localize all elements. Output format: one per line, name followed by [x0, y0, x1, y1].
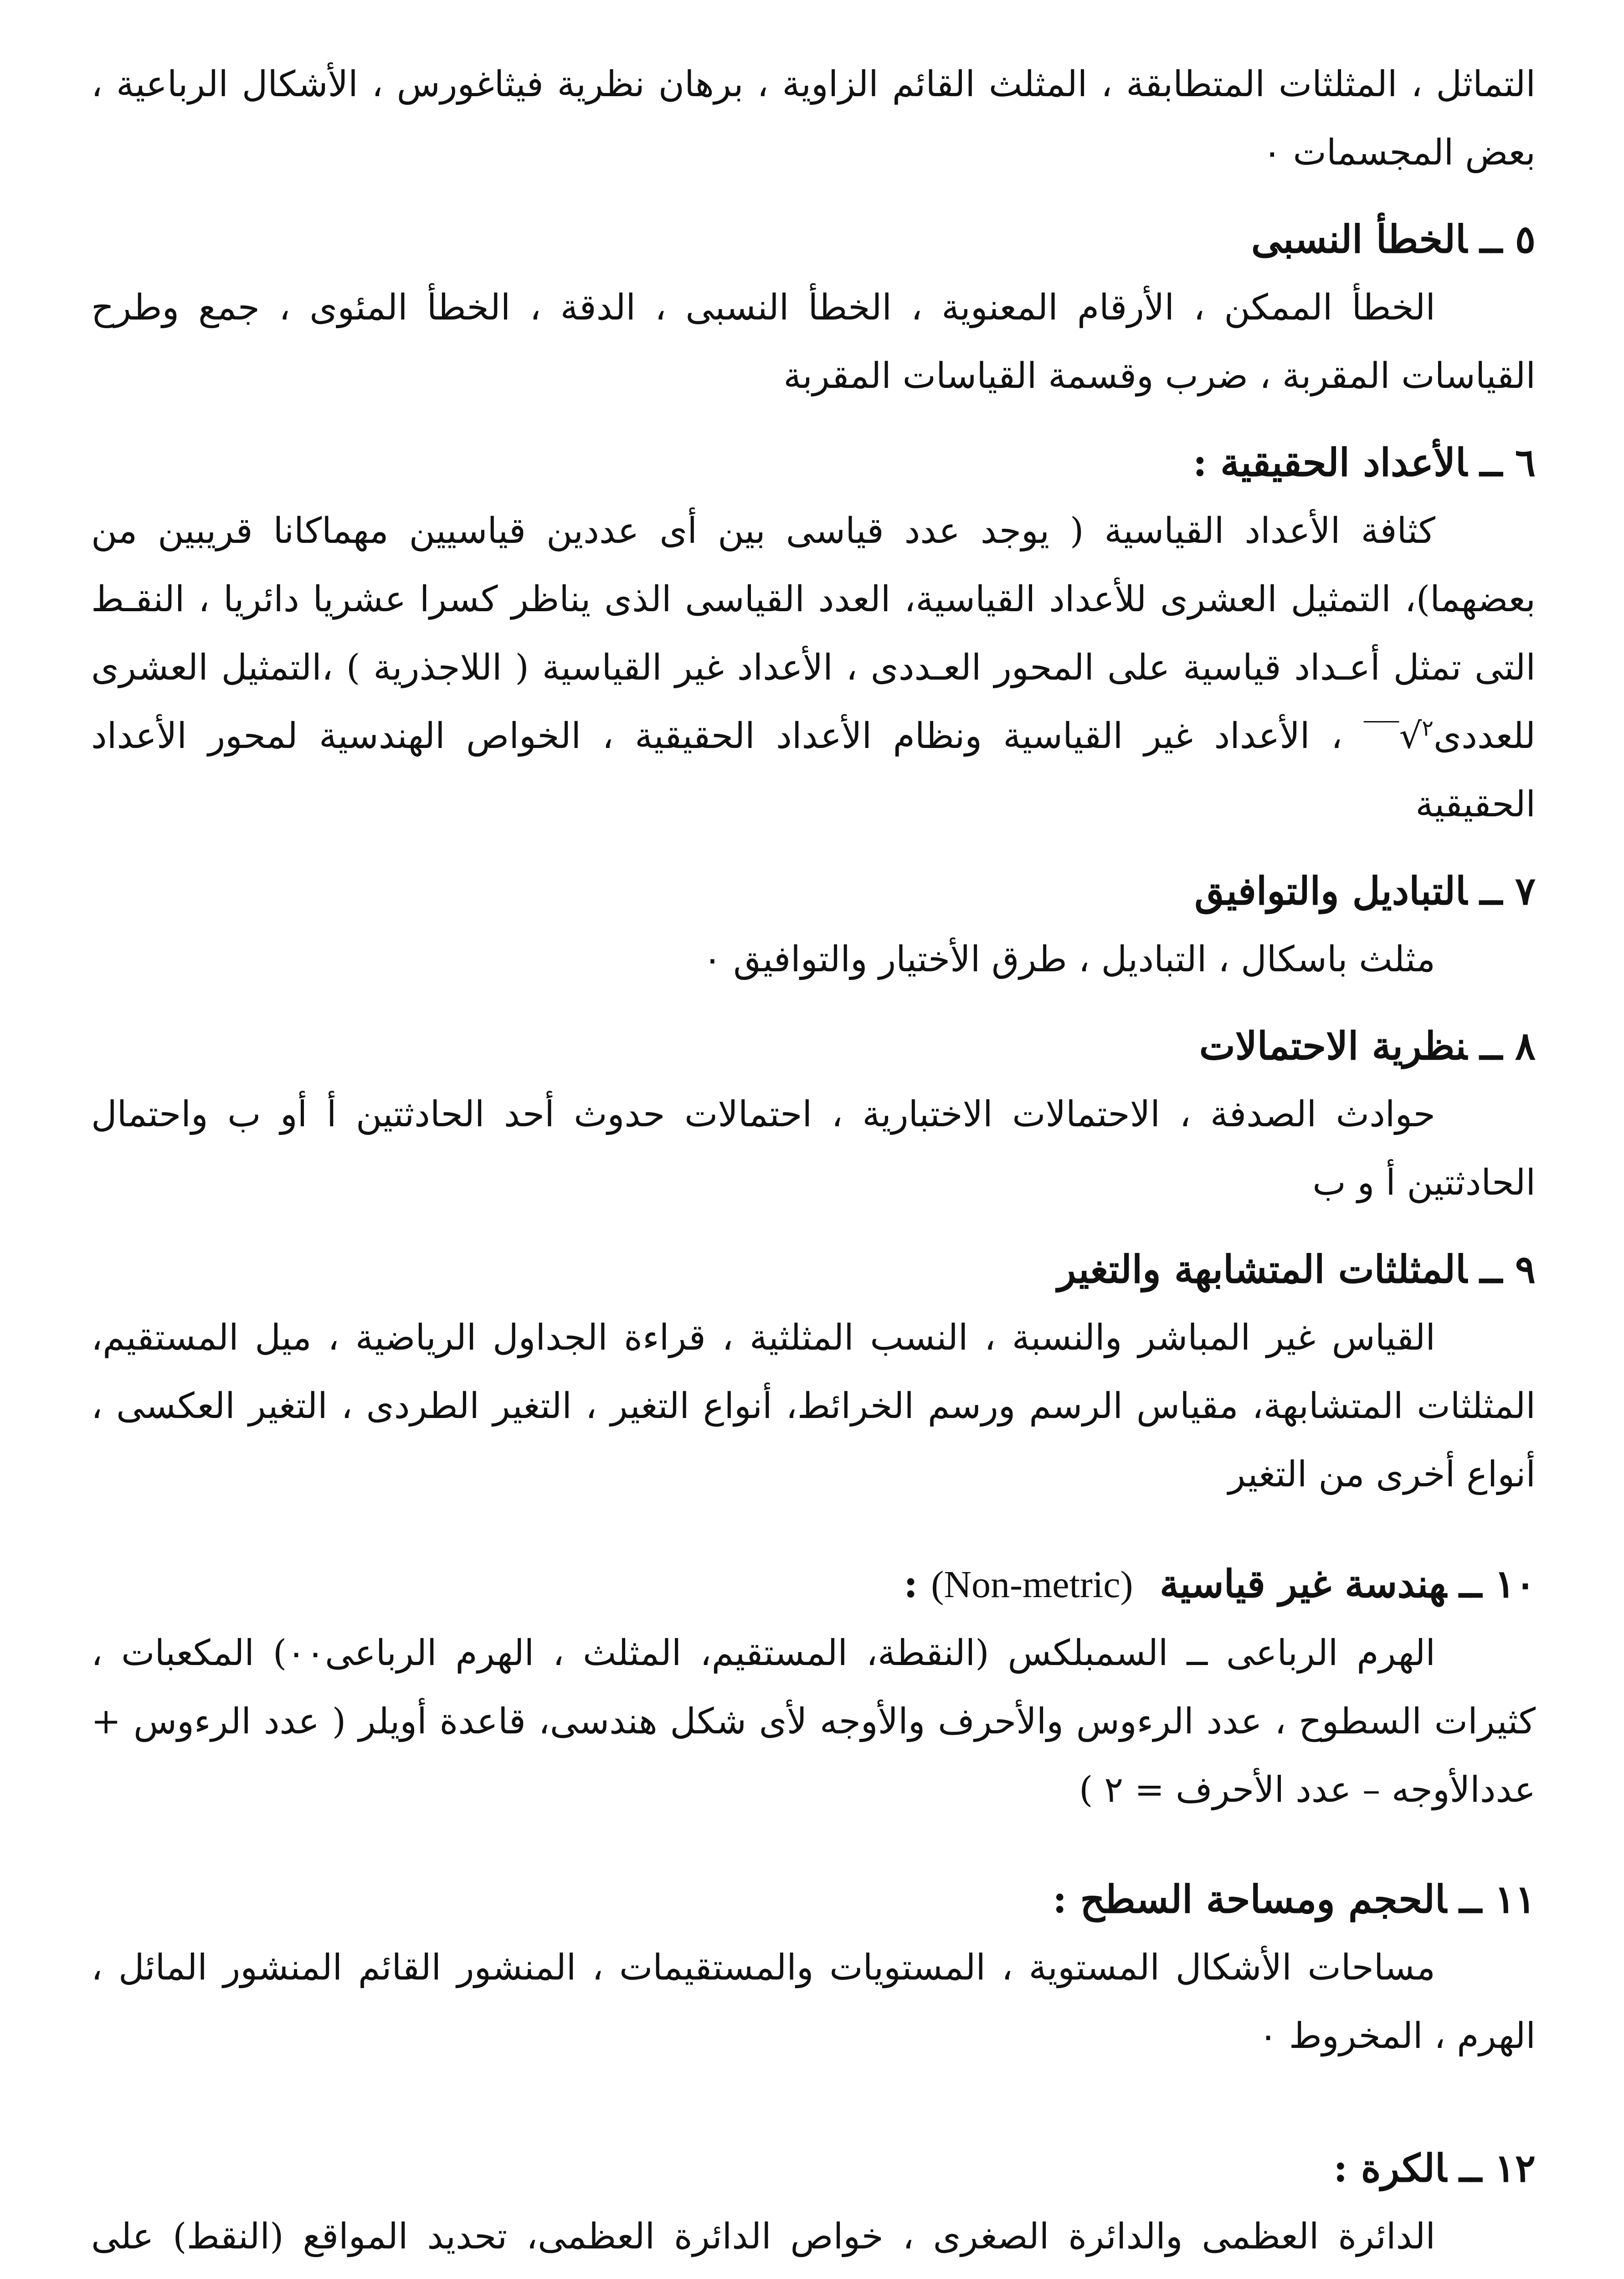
- section-number: ١١: [1494, 1877, 1536, 1922]
- section-title-latin: (Non-metric): [931, 1563, 1133, 1606]
- intro-paragraph: التماثل ، المثلثات المتطابقة ، المثلث القائم الزاوية ، برهان نظرية فيثاغورس ، الأشكال الرباعية ، بعض المجسمات ٠: [91, 64, 1536, 173]
- section-heading: [91, 2134, 1536, 2202]
- section-title: الأعداد الحقيقية :: [1192, 440, 1467, 485]
- section-title: التباديل والتوافيق: [1194, 868, 1467, 913]
- superscript-two: ٢: [1422, 716, 1434, 741]
- section-title-suffix: :: [904, 1561, 918, 1606]
- document-page: [91, 50, 1536, 2279]
- section-body: القياس غير المباشر والنسبة ، النسب المثلثية ، قراءة الجداول الرياضية ، ميل المستقيم، المثلثات المتشابهة، مقياس الرسم ورسم الخرائط، أنواع التغير ، التغير الطردى ، التغير العكسى ، أنواع أخرى من التغير: [91, 1317, 1536, 1495]
- section-heading: [91, 1235, 1536, 1304]
- section-heading: [91, 205, 1536, 273]
- section-body: الدائرة العظمى والدائرة الصغرى ، خواص الدائرة العظمى، تحديد المواقع (النقط) على: [91, 2216, 1435, 2257]
- section-body: حوادث الصدفة ، الاحتمالات الاختبارية ، احتمالات حدوث أحد الحادثتين أ أو ب واحتمال الحادثتين أ و ب: [91, 1094, 1536, 1203]
- section-body-part1: كثافة الأعداد القياسية ( يوجد عدد قياسى بين أى عددين قياسيين مهماكانا قريبين من بعضهما)، التمثيل العشرى للأعداد القياسية، العدد القياسى الذى يناظر كسرا عشريا دائريا ، النقـط التى تمثل أعـداد قياسية على المحور العـددى ، الأعداد غير القياسية ( اللاجذرية ) ،التمثيل العشرى للعددى: [91, 510, 1536, 757]
- section-number: ٧: [1515, 868, 1536, 913]
- section-number: ١٢: [1494, 2145, 1536, 2191]
- section-heading: [91, 1865, 1536, 1934]
- section-number: ٦: [1515, 440, 1536, 485]
- section-8: [91, 1012, 1536, 1217]
- section-body: الهرم الرباعى ــ السمبلكس (النقطة، المستقيم، المثلث ، الهرم الرباعى٠٠) المكعبات ، كثيرات السطوح ، عدد الرءوس والأحرف والأوجه لأى شكل هندسى، قاعدة أويلر ( عدد الرءوس + عددالأوجه – عدد الأحرف = ٢ ): [91, 1633, 1536, 1810]
- section-12: [91, 2134, 1536, 2279]
- section-dash: ــ: [1480, 1023, 1502, 1068]
- section-body: مثلث باسكال ، التباديل ، طرق الأختيار والتوافيق ٠: [703, 939, 1435, 980]
- section-10: [91, 1550, 1536, 1824]
- section-title: المثلثات المتشابهة والتغير: [1057, 1247, 1467, 1292]
- section-dash: ــ: [1480, 217, 1502, 262]
- section-dash: ــ: [1459, 1561, 1482, 1606]
- section-dash: ــ: [1480, 1247, 1502, 1292]
- section-title: الكرة :: [1333, 2145, 1447, 2191]
- section-body: [91, 497, 1536, 839]
- section-dash: ــ: [1480, 868, 1502, 913]
- section-title: نظرية الاحتمالات: [1199, 1023, 1467, 1068]
- section-heading: [91, 1012, 1536, 1080]
- section-5: [91, 205, 1536, 410]
- section-number: ٩: [1515, 1247, 1536, 1292]
- section-dash: ــ: [1459, 2145, 1482, 2191]
- section-dash: ــ: [1480, 440, 1502, 485]
- section-heading: [91, 1550, 1536, 1619]
- section-number: ١٠: [1494, 1561, 1536, 1606]
- section-title: الحجم ومساحة السطح :: [1053, 1877, 1447, 1922]
- section-9: [91, 1235, 1536, 1509]
- section-dash: ــ: [1459, 1877, 1482, 1922]
- section-number: ٨: [1515, 1023, 1536, 1068]
- section-body: الخطأ الممكن ، الأرقام المعنوية ، الخطأ النسبى ، الدقة ، الخطأ المئوى ، جمع وطرح القياسات المقربة ، ضرب وقسمة القياسات المقربة: [91, 287, 1536, 397]
- section-heading: [91, 428, 1536, 497]
- section-body-part2: ، الأعداد غير القياسية ونظام الأعداد الحقيقية ، الخواص الهندسية لمحور الأعداد الحقيقية: [91, 716, 1536, 825]
- section-body: مساحات الأشكال المستوية ، المستويات والمستقيمات ، المنشور القائم المنشور المائل ، الهرم ، المخروط ٠: [91, 1947, 1536, 2057]
- square-root-symbol: √‾‾: [1363, 716, 1422, 757]
- section-heading: [91, 857, 1536, 925]
- section-11: [91, 1865, 1536, 2070]
- section-title: الخطأ النسبى: [1251, 217, 1467, 262]
- section-7: [91, 857, 1536, 994]
- section-title: هندسة غير قياسية: [1159, 1561, 1447, 1606]
- section-6: [91, 428, 1536, 839]
- section-number: ٥: [1515, 217, 1536, 262]
